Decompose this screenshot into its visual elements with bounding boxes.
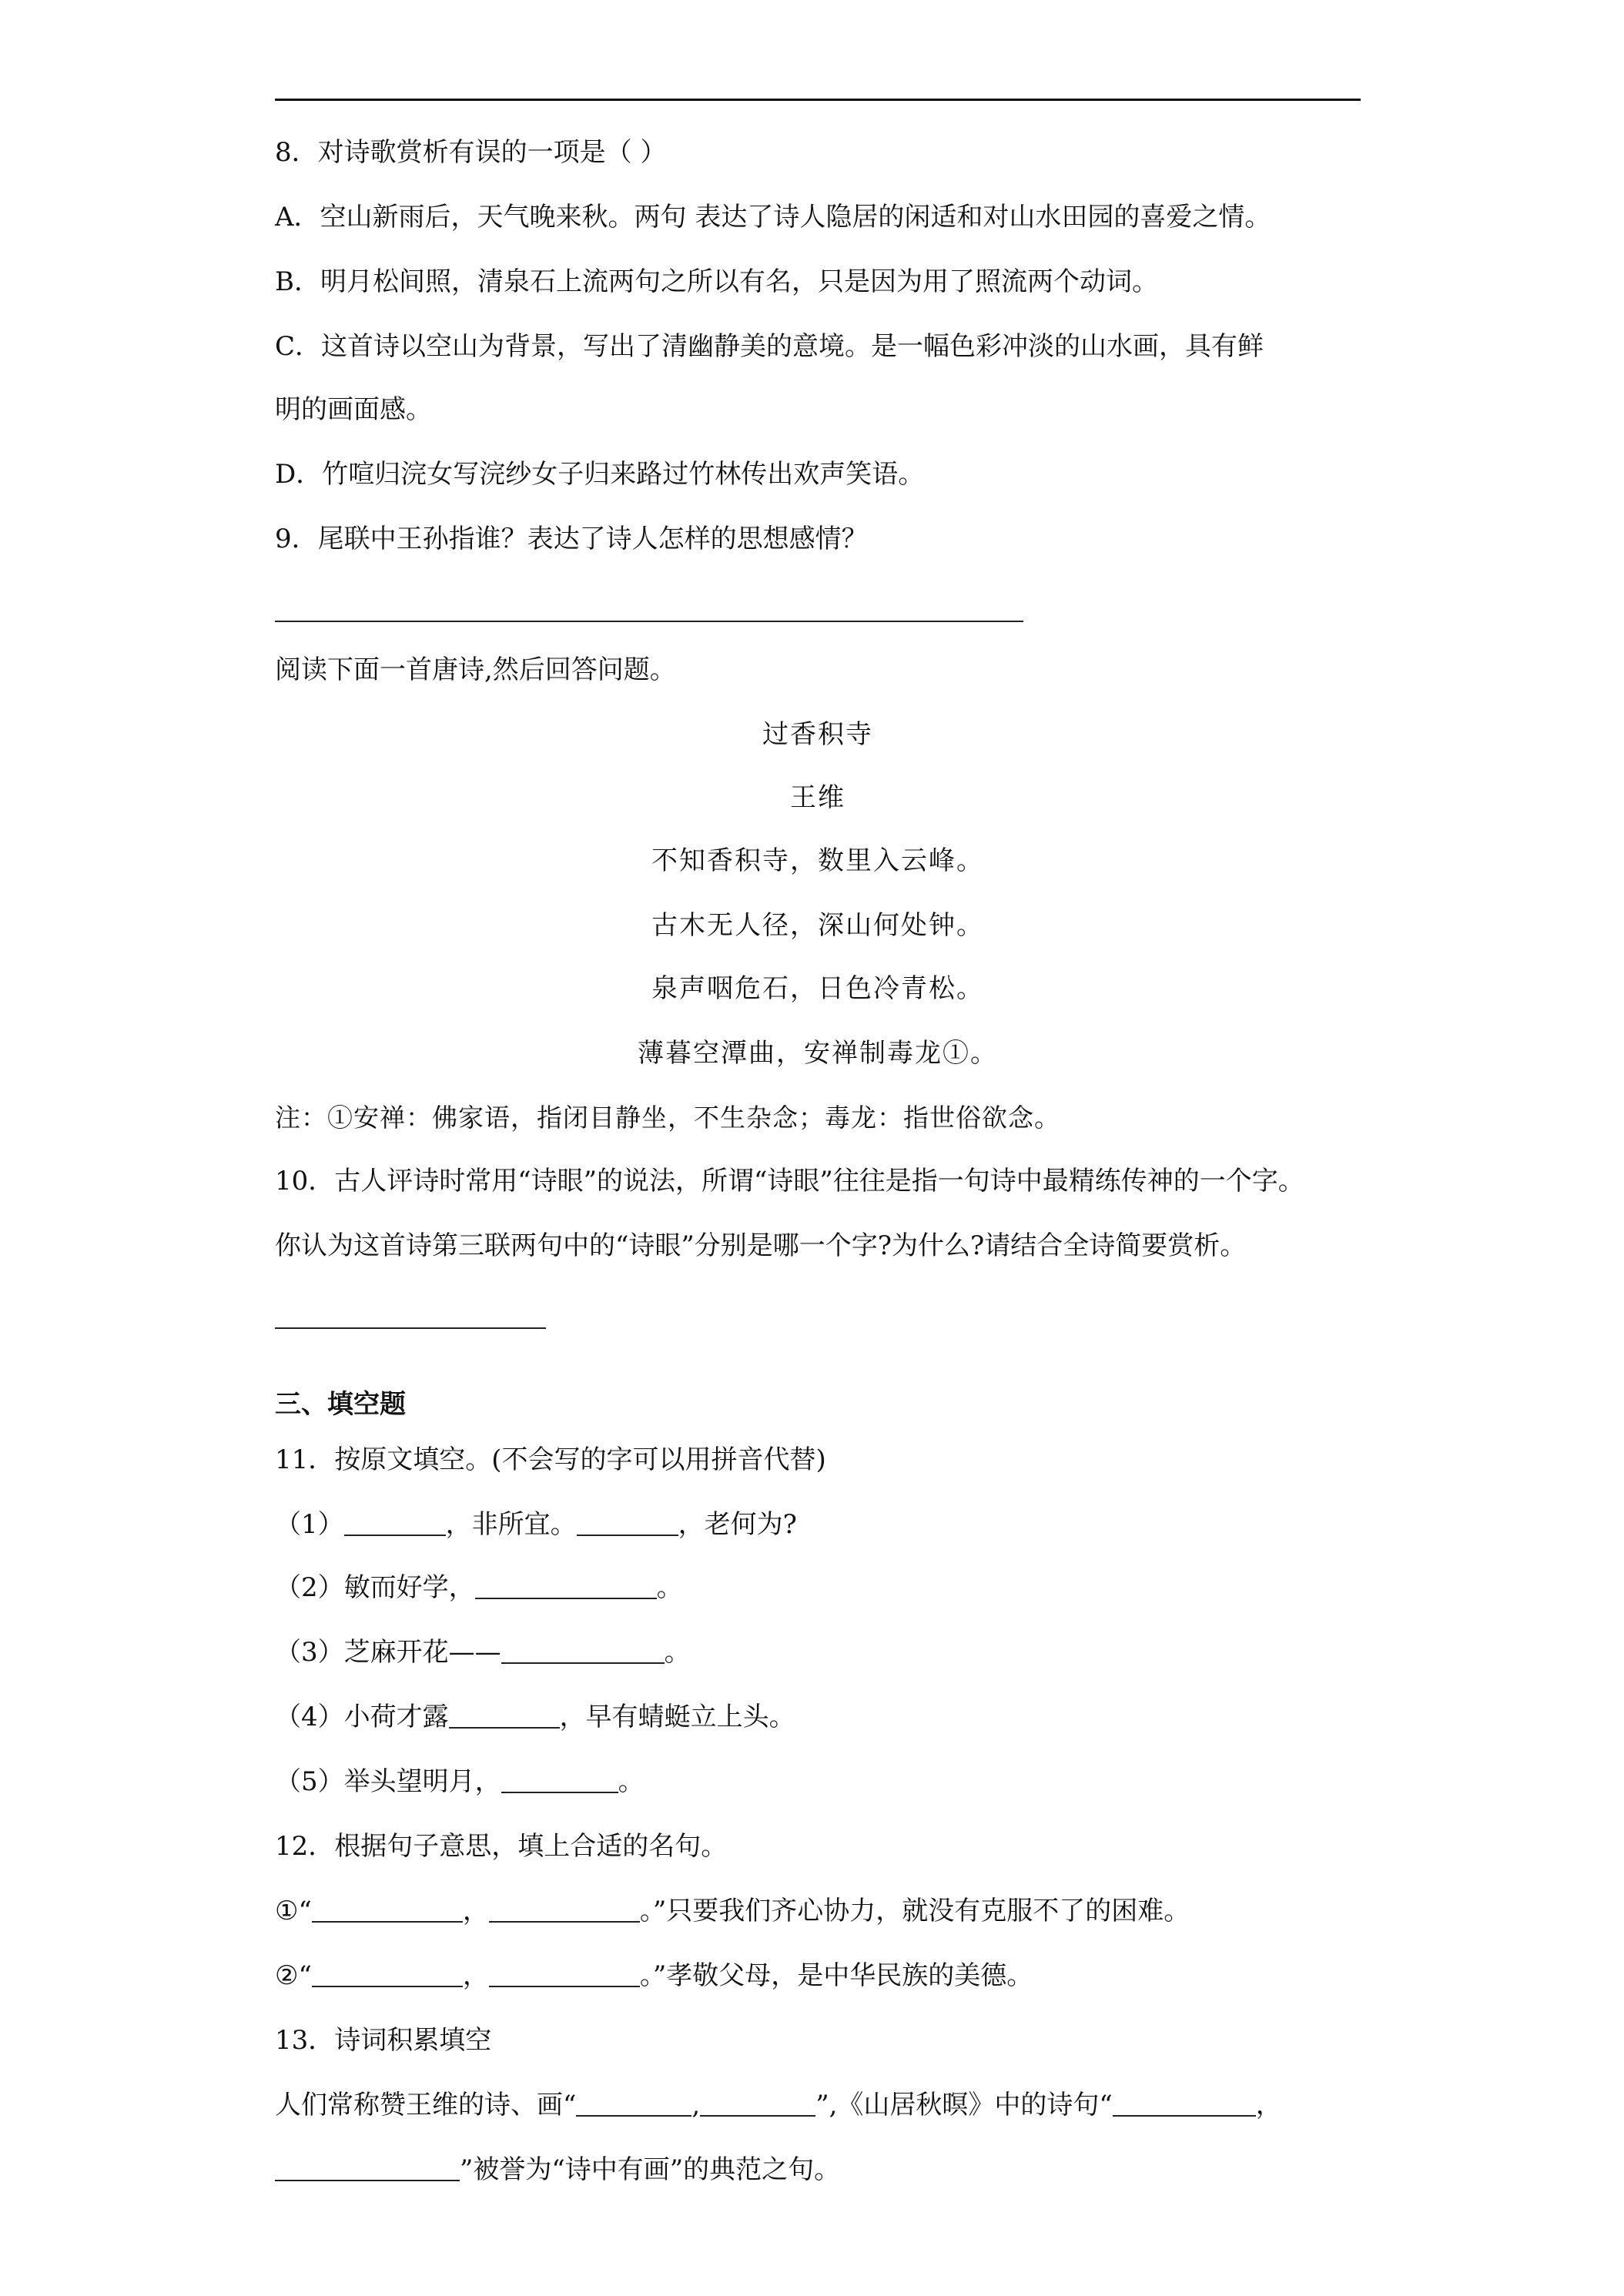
- q11-blank-1a[interactable]: [344, 1511, 446, 1536]
- q12-blank-1b[interactable]: [489, 1898, 640, 1923]
- q13-line-1: [275, 2088, 1361, 2122]
- q12-item-1-label: ①“: [275, 1896, 312, 1926]
- q11-blank-5[interactable]: [501, 1769, 618, 1793]
- q11-blank-4[interactable]: [449, 1704, 560, 1729]
- poem-line-1: 不知香积寺，数里入云峰。: [651, 845, 984, 876]
- q13-blank-3[interactable]: [1113, 2092, 1256, 2117]
- poem-line-4: 薄暮空潭曲，安禅制毒龙①。: [638, 1038, 998, 1069]
- q12-stem: 12．根据句子意思，填上合适的名句。: [275, 1831, 728, 1862]
- section-heading: 三、填空题: [275, 1389, 406, 1420]
- poem-author: 王维: [790, 782, 845, 813]
- reading-intro: 阅读下面一首唐诗,然后回答问题。: [275, 654, 676, 685]
- q12-item-2-end: 。”孝敬父母，是中华民族的美德。: [639, 1960, 1033, 1991]
- q11-item-3: [275, 1635, 1361, 1669]
- q12-item-2: [275, 1959, 1361, 1993]
- poem-line-3: 泉声咽危石，日色冷青松。: [651, 973, 984, 1004]
- q13-blank-4[interactable]: [275, 2157, 460, 2181]
- q13-line-1-text: 人们常称赞王维的诗、画“: [275, 2090, 577, 2120]
- poem-line-2: 古木无人径，深山何处钟。: [651, 910, 984, 941]
- q12-item-1: [275, 1894, 1361, 1928]
- q11-blank-2[interactable]: [475, 1575, 657, 1599]
- q12-item-2-label: ②“: [275, 1960, 312, 1991]
- q13-line-1-end: ，: [1255, 2090, 1282, 2120]
- q13-line-1-sep: ,: [691, 2090, 701, 2120]
- q11-item-5-end: 。: [618, 1766, 645, 1797]
- q9-answer-line[interactable]: [275, 621, 1023, 622]
- q13-line-2: [275, 2153, 1361, 2187]
- q11-item-5: [275, 1765, 1361, 1799]
- q11-item-1-text: ，非所宜。: [445, 1509, 577, 1540]
- q11-item-2-text: （2）敏而好学，: [275, 1572, 475, 1603]
- poem-note: 注：①安禅：佛家语，指闭目静坐，不生杂念；毒龙：指世俗欲念。: [275, 1103, 1060, 1133]
- q12-blank-2b[interactable]: [489, 1963, 640, 1987]
- q13-line-1-mid: ”,《山居秋暝》中的诗句“: [815, 2090, 1113, 2120]
- q8-option-c-line2: 明的画面感。: [275, 394, 432, 425]
- q11-item-1-label: （1）: [275, 1509, 344, 1540]
- q13-blank-1[interactable]: [576, 2092, 691, 2117]
- q10-answer-line[interactable]: [275, 1327, 546, 1329]
- q11-item-4: [275, 1700, 1361, 1734]
- q8-option-a: A．空山新雨后，天气晚来秋。两句 表达了诗人隐居的闲适和对山水田园的喜爱之情。: [275, 202, 1271, 233]
- q12-blank-1a[interactable]: [312, 1898, 463, 1923]
- header-rule: [275, 99, 1361, 101]
- q11-item-4-end: ，早有蜻蜓立上头。: [559, 1702, 795, 1732]
- q10-line1: 10．古人评诗时常用“诗眼”的说法，所谓“诗眼”往往是指一句诗中最精练传神的一个字。: [275, 1166, 1304, 1197]
- q10-line2: 你认为这首诗第三联两句中的“诗眼”分别是哪一个字?为什么?请结合全诗简要赏析。: [275, 1230, 1247, 1261]
- q11-item-4-text: （4）小荷才露: [275, 1702, 449, 1732]
- q11-item-3-text: （3）芝麻开花——: [275, 1637, 501, 1668]
- q11-item-2-end: 。: [656, 1572, 683, 1603]
- q11-stem: 11．按原文填空。(不会写的字可以用拼音代替): [275, 1444, 826, 1475]
- q13-stem: 13．诗词积累填空: [275, 2025, 492, 2056]
- q11-item-1-end: ，老何为?: [678, 1509, 797, 1540]
- q11-item-1: [275, 1508, 1361, 1541]
- q11-item-5-text: （5）举头望明月，: [275, 1766, 501, 1797]
- q11-item-2: [275, 1571, 1361, 1605]
- q12-item-1-sep: ，: [462, 1896, 489, 1926]
- q8-stem: 8．对诗歌赏析有误的一项是（ ）: [275, 137, 667, 168]
- q11-item-3-end: 。: [664, 1637, 691, 1668]
- q12-item-2-sep: ，: [462, 1960, 489, 1991]
- q13-blank-2[interactable]: [700, 2092, 815, 2117]
- q8-option-d: D．竹喧归浣女写浣纱女子归来路过竹林传出欢声笑语。: [275, 459, 925, 490]
- poem-title: 过香积寺: [762, 719, 873, 750]
- q12-item-1-end: 。”只要我们齐心协力，就没有克服不了的困难。: [639, 1896, 1190, 1926]
- q11-blank-3[interactable]: [501, 1639, 665, 1664]
- q9-stem: 9．尾联中王孙指谁？表达了诗人怎样的思想感情？: [275, 524, 868, 554]
- q13-line-2-end: ”被誉为“诗中有画”的典范之句。: [460, 2154, 841, 2185]
- q8-option-b: B．明月松间照，清泉石上流两句之所以有名，只是因为用了照流两个动词。: [275, 266, 1158, 297]
- q11-blank-1b[interactable]: [577, 1511, 678, 1536]
- q8-option-c-line1: C．这首诗以空山为背景，写出了清幽静美的意境。是一幅色彩冲淡的山水画，具有鲜: [275, 331, 1264, 362]
- q12-blank-2a[interactable]: [312, 1963, 463, 1987]
